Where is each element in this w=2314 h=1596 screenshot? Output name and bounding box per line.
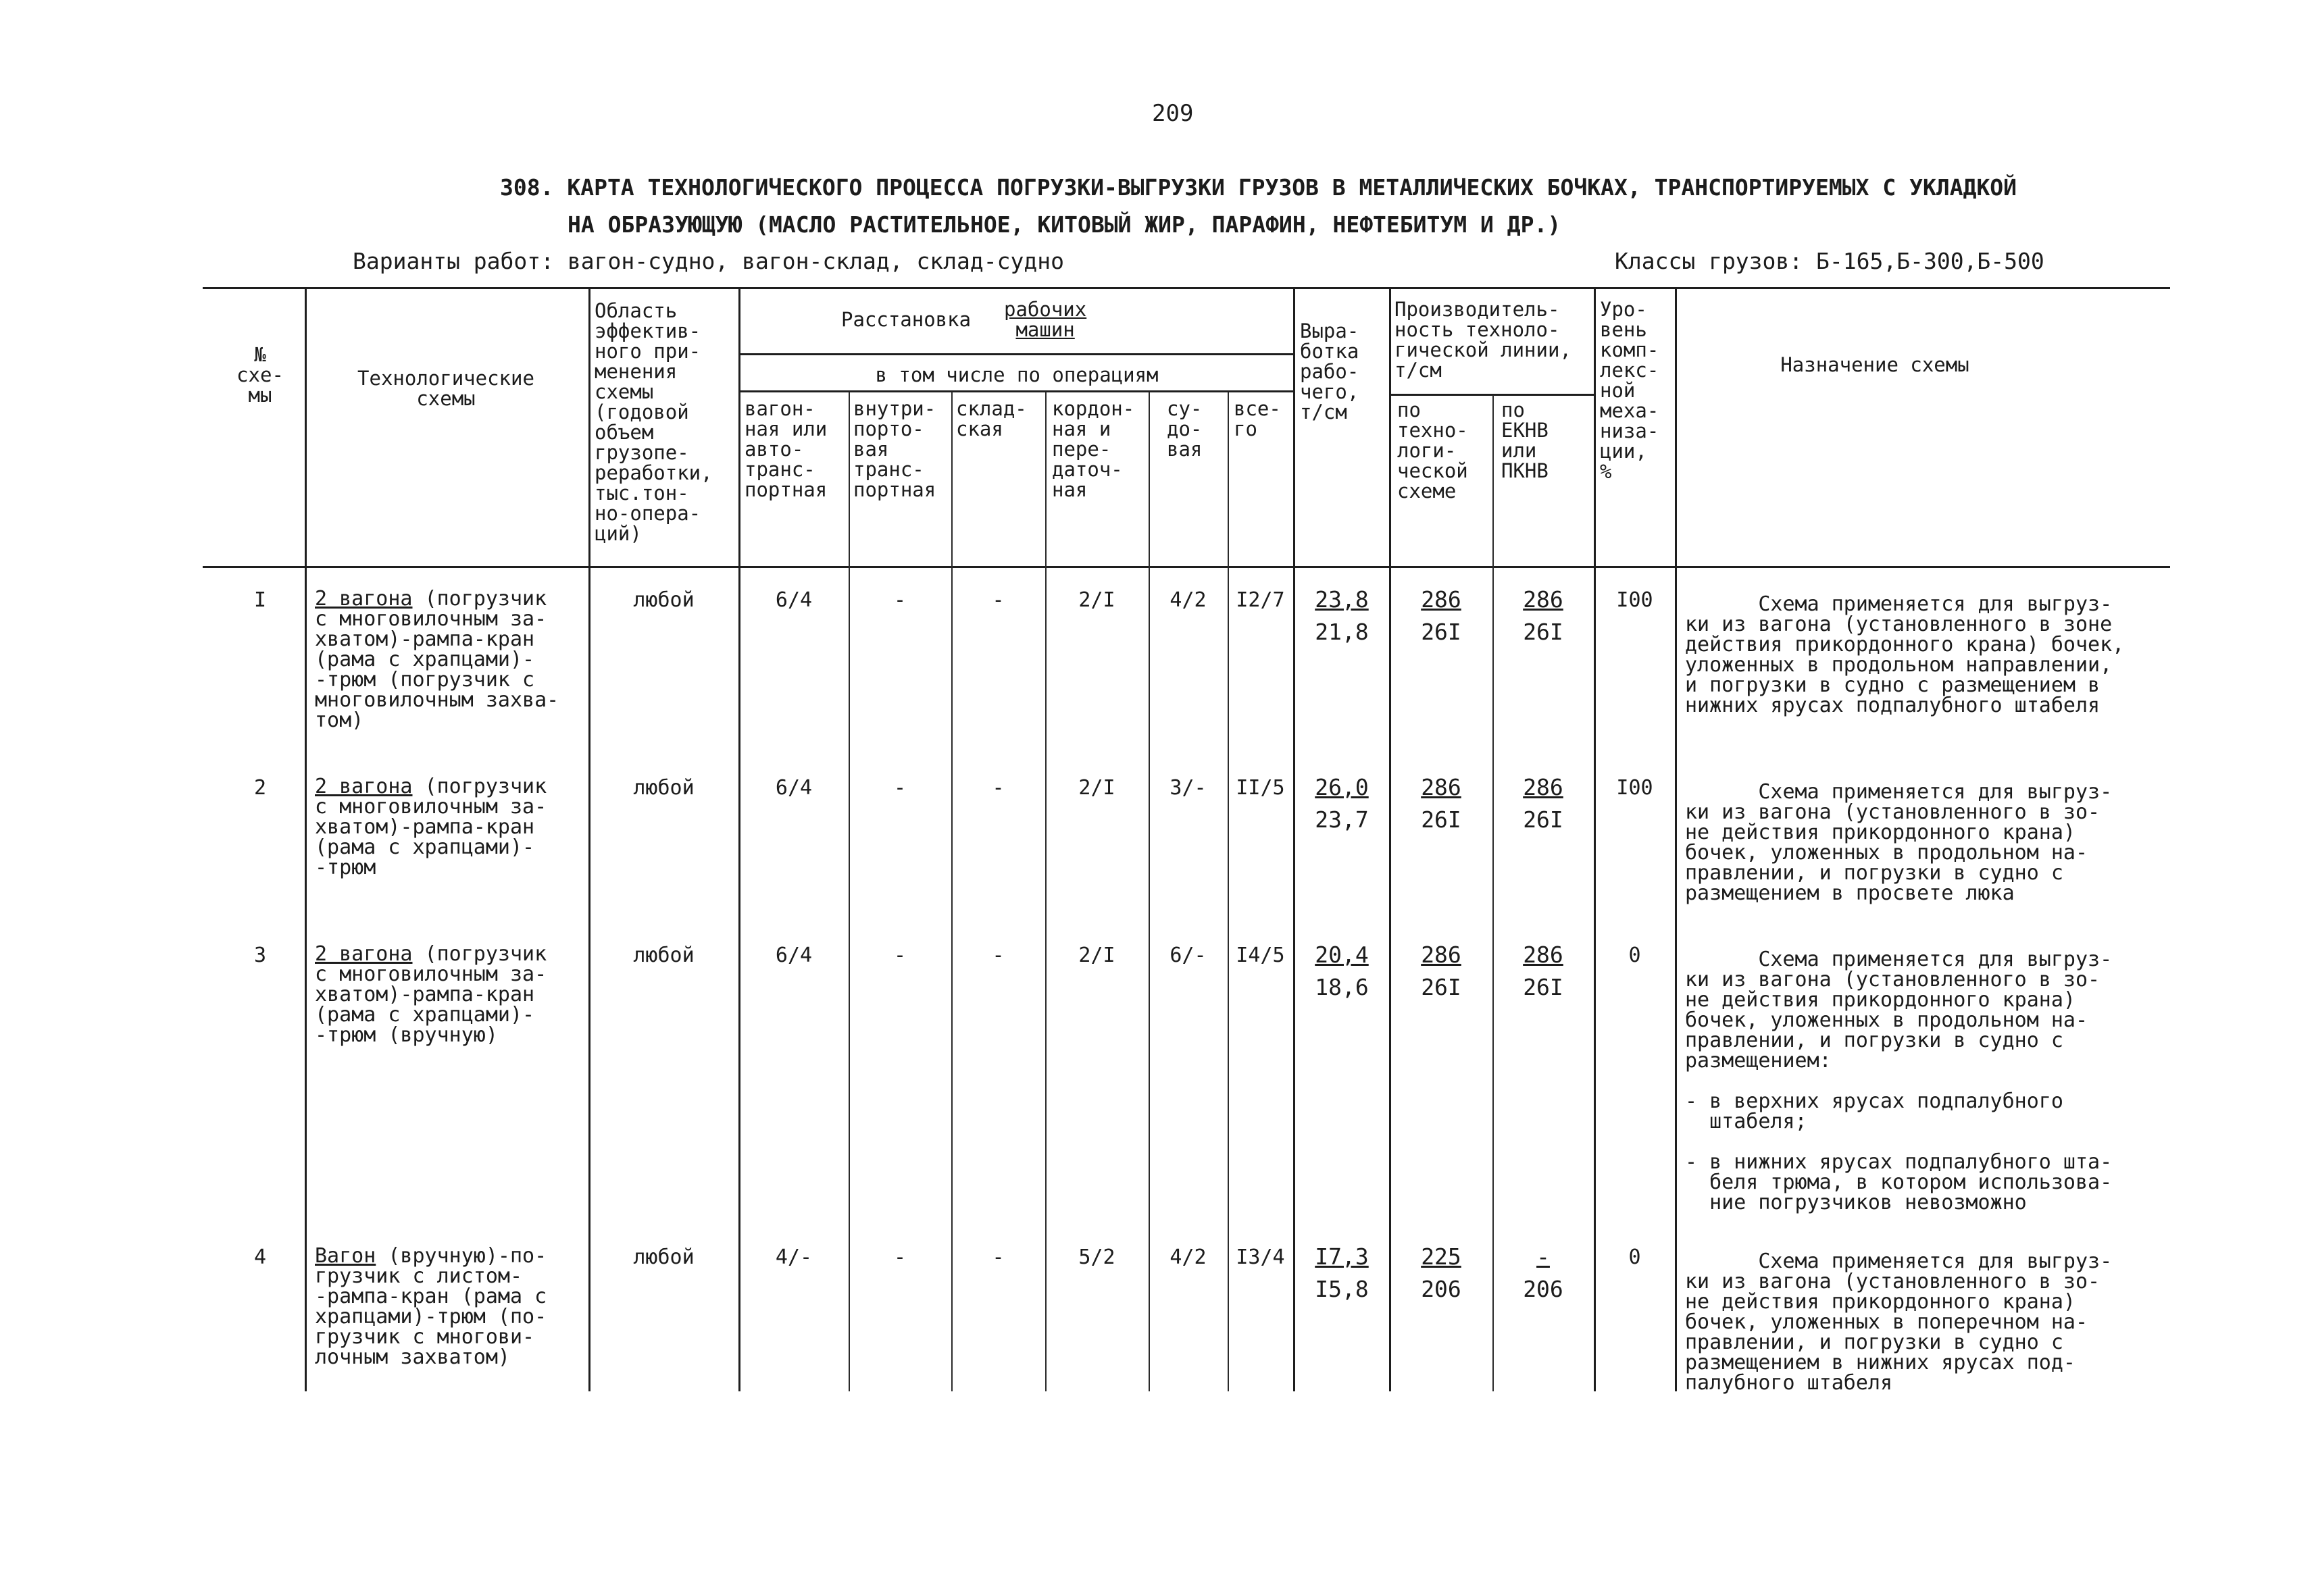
col-divider-cordon	[1149, 392, 1150, 1391]
row-2-area: любой	[633, 776, 695, 800]
row-3-mechanization: 0	[1628, 944, 1641, 967]
col-divider-output	[1389, 287, 1391, 1391]
row-3-tech-scheme: 2 вагона (погрузчик с многовилочным за- хватом)-рампа-кран (рама с храпцами)- -трюм (вручную)	[315, 942, 547, 1047]
header-by-eknv: по ЕКНВ или ПКНВ	[1501, 398, 1549, 482]
row-1-by-scheme: $\frac{286}{26I}$	[1421, 586, 1461, 645]
row-2-output: $\frac{26,0}{23,7}$	[1315, 774, 1369, 833]
row-4-cordon: 5/2	[1078, 1245, 1115, 1269]
row-4-intraport: -	[893, 1245, 907, 1269]
col-divider-placement	[738, 287, 740, 1391]
row-4-purpose: Схема применяется для выгруз- ки из вагона (установленного в зо- не действия прикордонного крана) бочек, уложенных в поперечном на- правлении, и погрузки в судно с размещением в нижних ярусах под- палубного штабеля	[1685, 1250, 2113, 1395]
header-total: все- го	[1234, 397, 1281, 440]
header-purpose: Назначение схемы	[1780, 353, 1969, 376]
row-1-purpose: Схема применяется для выгруз- ки из вагона (установленного в зоне действия прикордонного крана) бочек, уложенных в продольном направлении, и погрузки в судно с размещением в нижних ярусах подпалубного штабеля	[1685, 592, 2125, 717]
header-including-operations: в том числе по операциям	[875, 363, 1159, 386]
header-intraport: внутри- порто- вая транс- портная	[853, 397, 936, 501]
row-3-by-eknv: $\frac{286}{26I}$	[1523, 942, 1563, 1000]
row-3-total: I4/5	[1236, 944, 1285, 967]
col-divider-area	[588, 287, 590, 1391]
row-4-wagon: 4/-	[775, 1245, 813, 1269]
row-1-mechanization: I00	[1616, 588, 1653, 612]
row-2-total: II/5	[1236, 776, 1285, 800]
row-2-wagon: 6/4	[775, 776, 813, 800]
row-4-output: $\frac{I7,3}{I5,8}$	[1315, 1243, 1369, 1302]
row-2-tech-scheme: 2 вагона (погрузчик с многовилочным за- хватом)-рампа-кран (рама с храпцами)- -трюм	[315, 775, 547, 879]
header-placement: Расстановка	[841, 308, 972, 331]
operations-divider	[740, 390, 1293, 392]
header-ship: су- до- вая	[1167, 397, 1203, 461]
col-divider-warehouse	[1045, 392, 1047, 1391]
header-cordon: кордон- ная и пере- даточ- ная	[1052, 397, 1135, 501]
placement-divider	[740, 353, 1293, 355]
header-mechanization-level: Уро- вень комп- лекс- ной меха- низа- ции, %	[1600, 298, 1659, 483]
col-divider-wagon	[849, 392, 850, 1391]
row-4-by-scheme: $\frac{225}{206}$	[1421, 1243, 1461, 1302]
header-bottom-border	[203, 566, 2170, 568]
row-4-ship: 4/2	[1169, 1245, 1207, 1269]
row-3-area: любой	[633, 944, 695, 967]
col-divider-tech	[305, 287, 307, 1391]
table-top-border	[203, 287, 2170, 289]
header-placement-machines: рабочих машин	[1004, 298, 1087, 341]
row-3-purpose: Схема применяется для выгруз- ки из вагона (установленного в зо- не действия прикордонного крана) бочек, уложенных в продольном на- правлении, и погрузки в судно с размещением: - в верхних ярусах подпалубного штабеля; - в нижних ярусах подпалубного шта- беля трюма, в котором использова- ние погрузчиков невозможно	[1685, 948, 2113, 1214]
row-4-mechanization: 0	[1628, 1245, 1641, 1269]
row-1-area: любой	[633, 588, 695, 612]
row-3-warehouse: -	[992, 944, 1005, 967]
header-output: Выра- ботка рабо- чего, т/см	[1300, 319, 1359, 423]
header-application-area: Область эффектив- ного при- менения схемы (годовой объем грузопе- реработки, тыс.тон- но-опера- ций)	[595, 299, 713, 545]
row-2-by-scheme: $\frac{286}{26I}$	[1421, 774, 1461, 833]
row-1-by-eknv: $\frac{286}{26I}$	[1523, 586, 1563, 645]
row-4-area: любой	[633, 1245, 695, 1269]
row-1-wagon: 6/4	[775, 588, 813, 612]
col-divider-mech	[1675, 287, 1677, 1391]
row-2-mechanization: I00	[1616, 776, 1653, 800]
row-2-purpose: Схема применяется для выгруз- ки из вагона (установленного в зо- не действия прикордонного крана) бочек, уложенных в продольном на- правлении, и погрузки в судно с размещением в просвете люка	[1685, 780, 2113, 905]
row-1-number: I	[253, 588, 267, 612]
row-1-ship: 4/2	[1169, 588, 1207, 612]
row-2-cordon: 2/I	[1078, 776, 1115, 800]
work-variants: Варианты работ: вагон-судно, вагон-склад, склад-судно	[353, 248, 1064, 274]
row-4-warehouse: -	[992, 1245, 1005, 1269]
row-1-warehouse: -	[992, 588, 1005, 612]
cargo-classes: Классы грузов: Б-165,Б-300,Б-500	[1615, 248, 2044, 274]
row-2-number: 2	[253, 776, 267, 800]
row-4-tech-scheme: Вагон (вручную)-по- грузчик с листом- -рампа-кран (рама с храпцами)-трюм (по- грузчик с многови- лочным захватом)	[315, 1244, 547, 1369]
col-divider-total	[1293, 287, 1295, 1391]
row-1-total: I2/7	[1236, 588, 1285, 612]
col-divider-intraport	[951, 392, 953, 1391]
header-by-scheme: по техно- логи- ческой схеме	[1397, 398, 1468, 503]
row-3-number: 3	[253, 944, 267, 967]
header-productivity: Производитель- ность техноло- гической линии, т/см	[1394, 298, 1571, 382]
row-4-number: 4	[253, 1245, 267, 1269]
row-3-ship: 6/-	[1169, 944, 1207, 967]
row-4-by-eknv: - 206	[1523, 1243, 1563, 1302]
header-wagon: вагон- ная или авто- транс- портная	[745, 397, 828, 501]
row-2-ship: 3/-	[1169, 776, 1207, 800]
row-3-wagon: 6/4	[775, 944, 813, 967]
header-warehouse: склад- ская	[956, 397, 1027, 440]
col-divider-productivity	[1594, 287, 1596, 1391]
row-2-warehouse: -	[992, 776, 1005, 800]
row-1-cordon: 2/I	[1078, 588, 1115, 612]
row-1-output: $\frac{23,8}{21,8}$	[1315, 586, 1369, 645]
row-2-intraport: -	[893, 776, 907, 800]
title-line-1: 308. КАРТА ТЕХНОЛОГИЧЕСКОГО ПРОЦЕССА ПОГРУЗКИ-ВЫГРУЗКИ ГРУЗОВ В МЕТАЛЛИЧЕСКИХ БОЧКАХ, ТРАНСПОРТИРУЕМЫХ С УКЛАДКОЙ	[500, 174, 2017, 201]
row-3-cordon: 2/I	[1078, 944, 1115, 967]
col-divider-ship	[1228, 392, 1229, 1391]
header-tech-schemes: Технологические схемы	[357, 367, 534, 410]
row-3-by-scheme: $\frac{286}{26I}$	[1421, 942, 1461, 1000]
title-line-2: НА ОБРАЗУЮЩУЮ (МАСЛО РАСТИТЕЛЬНОЕ, КИТОВЫЙ ЖИР, ПАРАФИН, НЕФТЕБИТУМ И ДР.)	[568, 211, 1561, 238]
row-1-intraport: -	[893, 588, 907, 612]
row-3-intraport: -	[893, 944, 907, 967]
row-4-total: I3/4	[1236, 1245, 1285, 1269]
header-scheme-number: № схе- мы	[236, 343, 284, 407]
row-3-output: $\frac{20,4}{18,6}$	[1315, 942, 1369, 1000]
row-1-tech-scheme: 2 вагона (погрузчик с многовилочным за- хватом)-рампа-кран (рама с храпцами)- -трюм (погрузчик с многовилочным захва- том)	[315, 587, 559, 732]
page-number: 209	[1152, 100, 1194, 127]
row-2-by-eknv: $\frac{286}{26I}$	[1523, 774, 1563, 833]
